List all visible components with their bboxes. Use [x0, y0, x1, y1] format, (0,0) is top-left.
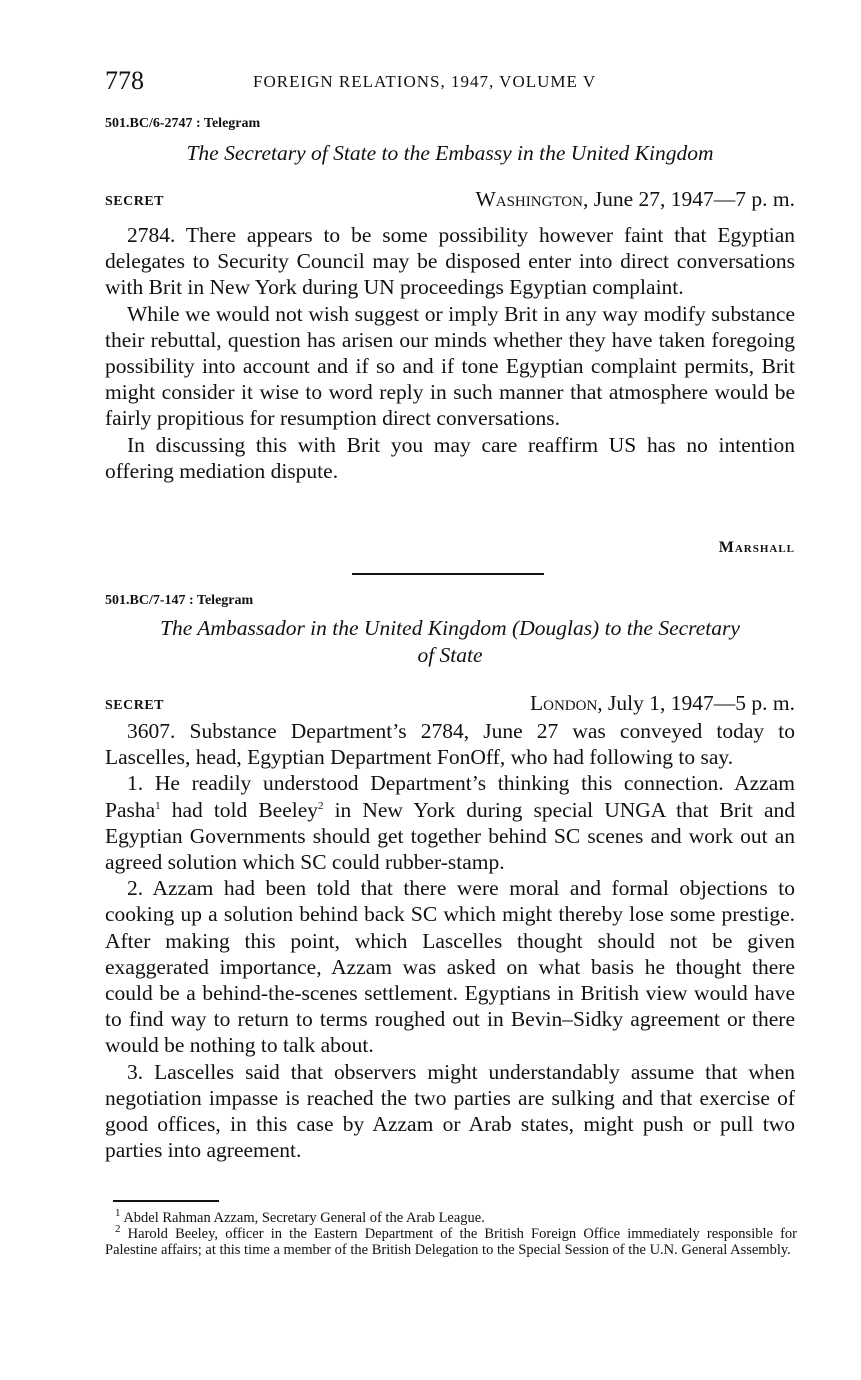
paragraph-text: 1. He readily understood Department’s thinking this connection. Azzam Pasha — [105, 771, 795, 822]
place-date — [475, 187, 795, 212]
footnotes — [105, 1207, 798, 1258]
signature: Marshall — [718, 539, 795, 556]
page-header — [105, 66, 795, 100]
paragraph: In discussing this with Brit you may care reaffirm US has no intention offering mediation dispute. — [105, 432, 795, 483]
document-title: The Secretary of State to the Embassy in the United Kingdom — [186, 141, 714, 165]
date: , July 1, 1947—5 p. m. — [597, 691, 795, 715]
section-divider — [352, 573, 544, 575]
paragraph-text: in New York during special UNGA that Brit and Egyptian Governments should get together behind SC scenes and work out an agreed solution which SC could rubber-stamp. — [105, 797, 796, 875]
paragraph-text: had told Beeley — [160, 797, 319, 822]
footnote-rule — [113, 1200, 219, 1202]
place: Washington — [475, 187, 583, 211]
footnote-text: Harold Beeley, officer in the Eastern Department of the British Foreign Office immediately responsible for Palestine affairs; at this time a member of the British Delegation to the Special Session of the U.N. General Assembly. — [105, 1226, 798, 1258]
footnote — [105, 1207, 797, 1226]
classification-label: SECRET — [105, 194, 165, 209]
place-date — [530, 691, 795, 716]
document-title-line: The Ambassador in the United Kingdom (Douglas) to the Secretary — [160, 616, 740, 640]
footnote — [105, 1223, 798, 1258]
paragraph: 2. Azzam had been told that there were moral and formal objections to cooking up a solution behind back SC which might thereby lose some prestige. After making this point, which Lascelles thought should not be given exaggerated importance, Azzam was asked on what basis he thought there could be a behind-the-scenes settlement. Egyptians in British view would have to find way to return to terms roughed out in Bevin–Sidky agreement or there would be nothing to talk about. — [105, 876, 795, 1058]
place: London — [530, 691, 598, 715]
paragraph: 3. Lascelles said that observers might understandably assume that when negotiation impasse is reached the two parties are sulking and that exercise of good offices, in this case by Azzam or Arab states, might push or pull two parties into agreement. — [105, 1059, 795, 1163]
paragraph: 2784. There appears to be some possibility however faint that Egyptian delegates to Security Council may be disposed enter into direct conversations with Brit in New York during UN proceedings Egyptian complaint. — [105, 223, 795, 300]
paragraph: 3607. Substance Department’s 2784, June 27 was conveyed today to Lascelles, head, Egyptian Department FonOff, who had following to say. — [105, 719, 795, 770]
footnote-marker: 2 — [115, 1223, 121, 1236]
document-title-line: of State — [417, 643, 483, 667]
date: , June 27, 1947—7 p. m. — [582, 187, 795, 211]
telegram-body — [105, 718, 795, 1163]
telegram-body — [105, 222, 795, 484]
footnote-ref: 1 — [155, 799, 161, 812]
footnote-marker: 1 — [115, 1207, 121, 1220]
dateline — [105, 184, 795, 212]
document-file-number: 501.BC/7-147 : Telegram — [105, 593, 254, 608]
paragraph — [105, 770, 795, 875]
paragraph: While we would not wish suggest or imply Brit in any way modify substance their rebuttal, question has arisen our minds whether they have taken foregoing possibility into account and if so and if tone Egyptian complaint permits, Brit might consider it wise to word reply in such manner that atmosphere would be fairly propitious for resumption direct conversations. — [105, 301, 795, 431]
dateline — [105, 688, 795, 716]
classification-label: SECRET — [105, 698, 165, 713]
document-title — [105, 615, 795, 669]
document-file-number: 501.BC/6-2747 : Telegram — [105, 116, 261, 131]
footnote-text: Abdel Rahman Azzam, Secretary General of the Arab League. — [123, 1210, 485, 1226]
footnote-ref: 2 — [318, 799, 324, 812]
running-title: FOREIGN RELATIONS, 1947, VOLUME V — [253, 72, 597, 91]
page-number: 778 — [105, 66, 144, 95]
